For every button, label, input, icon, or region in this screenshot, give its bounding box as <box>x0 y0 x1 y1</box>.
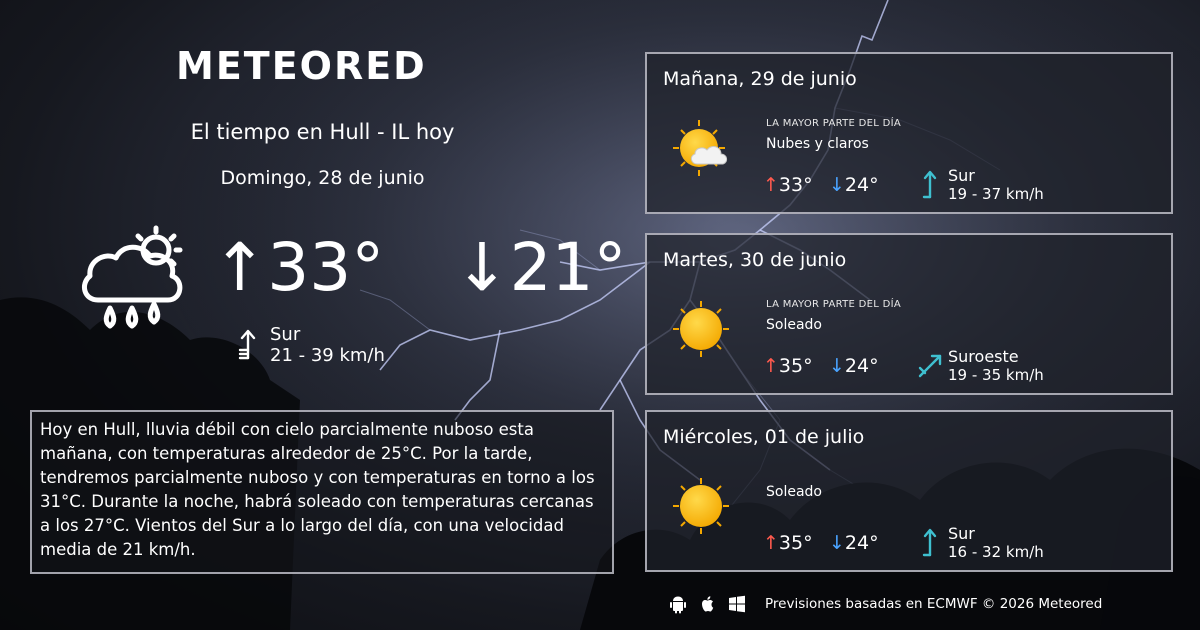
forecast-card-2[interactable] <box>645 233 1173 395</box>
forecast-card-3[interactable] <box>645 410 1173 572</box>
page-title: El tiempo en Hull - IL hoy <box>190 120 455 144</box>
forecast-min-temp: ↓24° <box>829 532 879 554</box>
forecast-wind-direction: Sur <box>948 166 975 185</box>
arrow-down-icon: ↓ <box>829 355 845 377</box>
wind-south-icon <box>915 528 945 558</box>
sun-icon <box>671 299 731 359</box>
windows-icon[interactable] <box>728 595 746 613</box>
rain-cloud-sun-icon <box>76 222 192 338</box>
forecast-period: LA MAYOR PARTE DEL DÍA <box>766 118 901 129</box>
sun-cloud-icon <box>671 118 731 178</box>
forecast-card-1[interactable] <box>645 52 1173 214</box>
today-max-temp: ↑33° <box>212 229 385 306</box>
forecast-wind-speed: 19 - 35 km/h <box>948 366 1044 384</box>
today-date: Domingo, 28 de junio <box>220 167 425 189</box>
arrow-down-icon: ↓ <box>829 174 845 196</box>
wind-south-icon <box>236 328 260 364</box>
forecast-date: Martes, 30 de junio <box>663 249 847 271</box>
wind-southwest-icon <box>915 351 945 381</box>
forecast-period: LA MAYOR PARTE DEL DÍA <box>766 299 901 310</box>
forecast-max-temp: ↑33° <box>763 174 813 196</box>
forecast-wind-direction: Suroeste <box>948 347 1019 366</box>
wind-south-icon <box>915 170 945 200</box>
today-wind-speed: 21 - 39 km/h <box>270 345 385 366</box>
arrow-up-icon: ↑ <box>763 532 779 554</box>
forecast-min-temp: ↓24° <box>829 174 879 196</box>
arrow-up-icon: ↑ <box>763 355 779 377</box>
forecast-max-temp: ↑35° <box>763 532 813 554</box>
sun-icon <box>671 476 731 536</box>
today-summary: Hoy en Hull, lluvia débil con cielo parcialmente nuboso esta mañana, con temperaturas alrededor de 25°C. Por la tarde, tendremos parcialmente nuboso y con temperaturas en torno a los 31°C. Durante la noche, habrá soleado con temperaturas cercanas a los 27°C. Vientos del Sur a lo largo del día, con una velocidad media de 21 km/h. <box>30 410 614 574</box>
meteored-logo[interactable]: METEORED <box>176 44 427 88</box>
today-min-temp: ↓21° <box>454 229 627 306</box>
forecast-wind-direction: Sur <box>948 524 975 543</box>
forecast-max-temp: ↑35° <box>763 355 813 377</box>
forecast-date: Miércoles, 01 de julio <box>663 426 865 448</box>
today-wind-direction: Sur <box>270 324 301 345</box>
forecast-description: Soleado <box>766 317 822 333</box>
android-icon[interactable] <box>668 594 688 614</box>
forecast-wind-speed: 16 - 32 km/h <box>948 543 1044 561</box>
today-temperatures <box>212 228 627 308</box>
arrow-up-icon: ↑ <box>763 174 779 196</box>
apple-icon[interactable] <box>698 594 718 614</box>
arrow-down-icon: ↓ <box>829 532 845 554</box>
footer-text: Previsiones basadas en ECMWF © 2026 Meteored <box>765 596 1103 612</box>
forecast-description: Soleado <box>766 484 822 500</box>
forecast-wind-speed: 19 - 37 km/h <box>948 185 1044 203</box>
forecast-min-temp: ↓24° <box>829 355 879 377</box>
forecast-description: Nubes y claros <box>766 136 869 152</box>
forecast-date: Mañana, 29 de junio <box>663 68 857 90</box>
